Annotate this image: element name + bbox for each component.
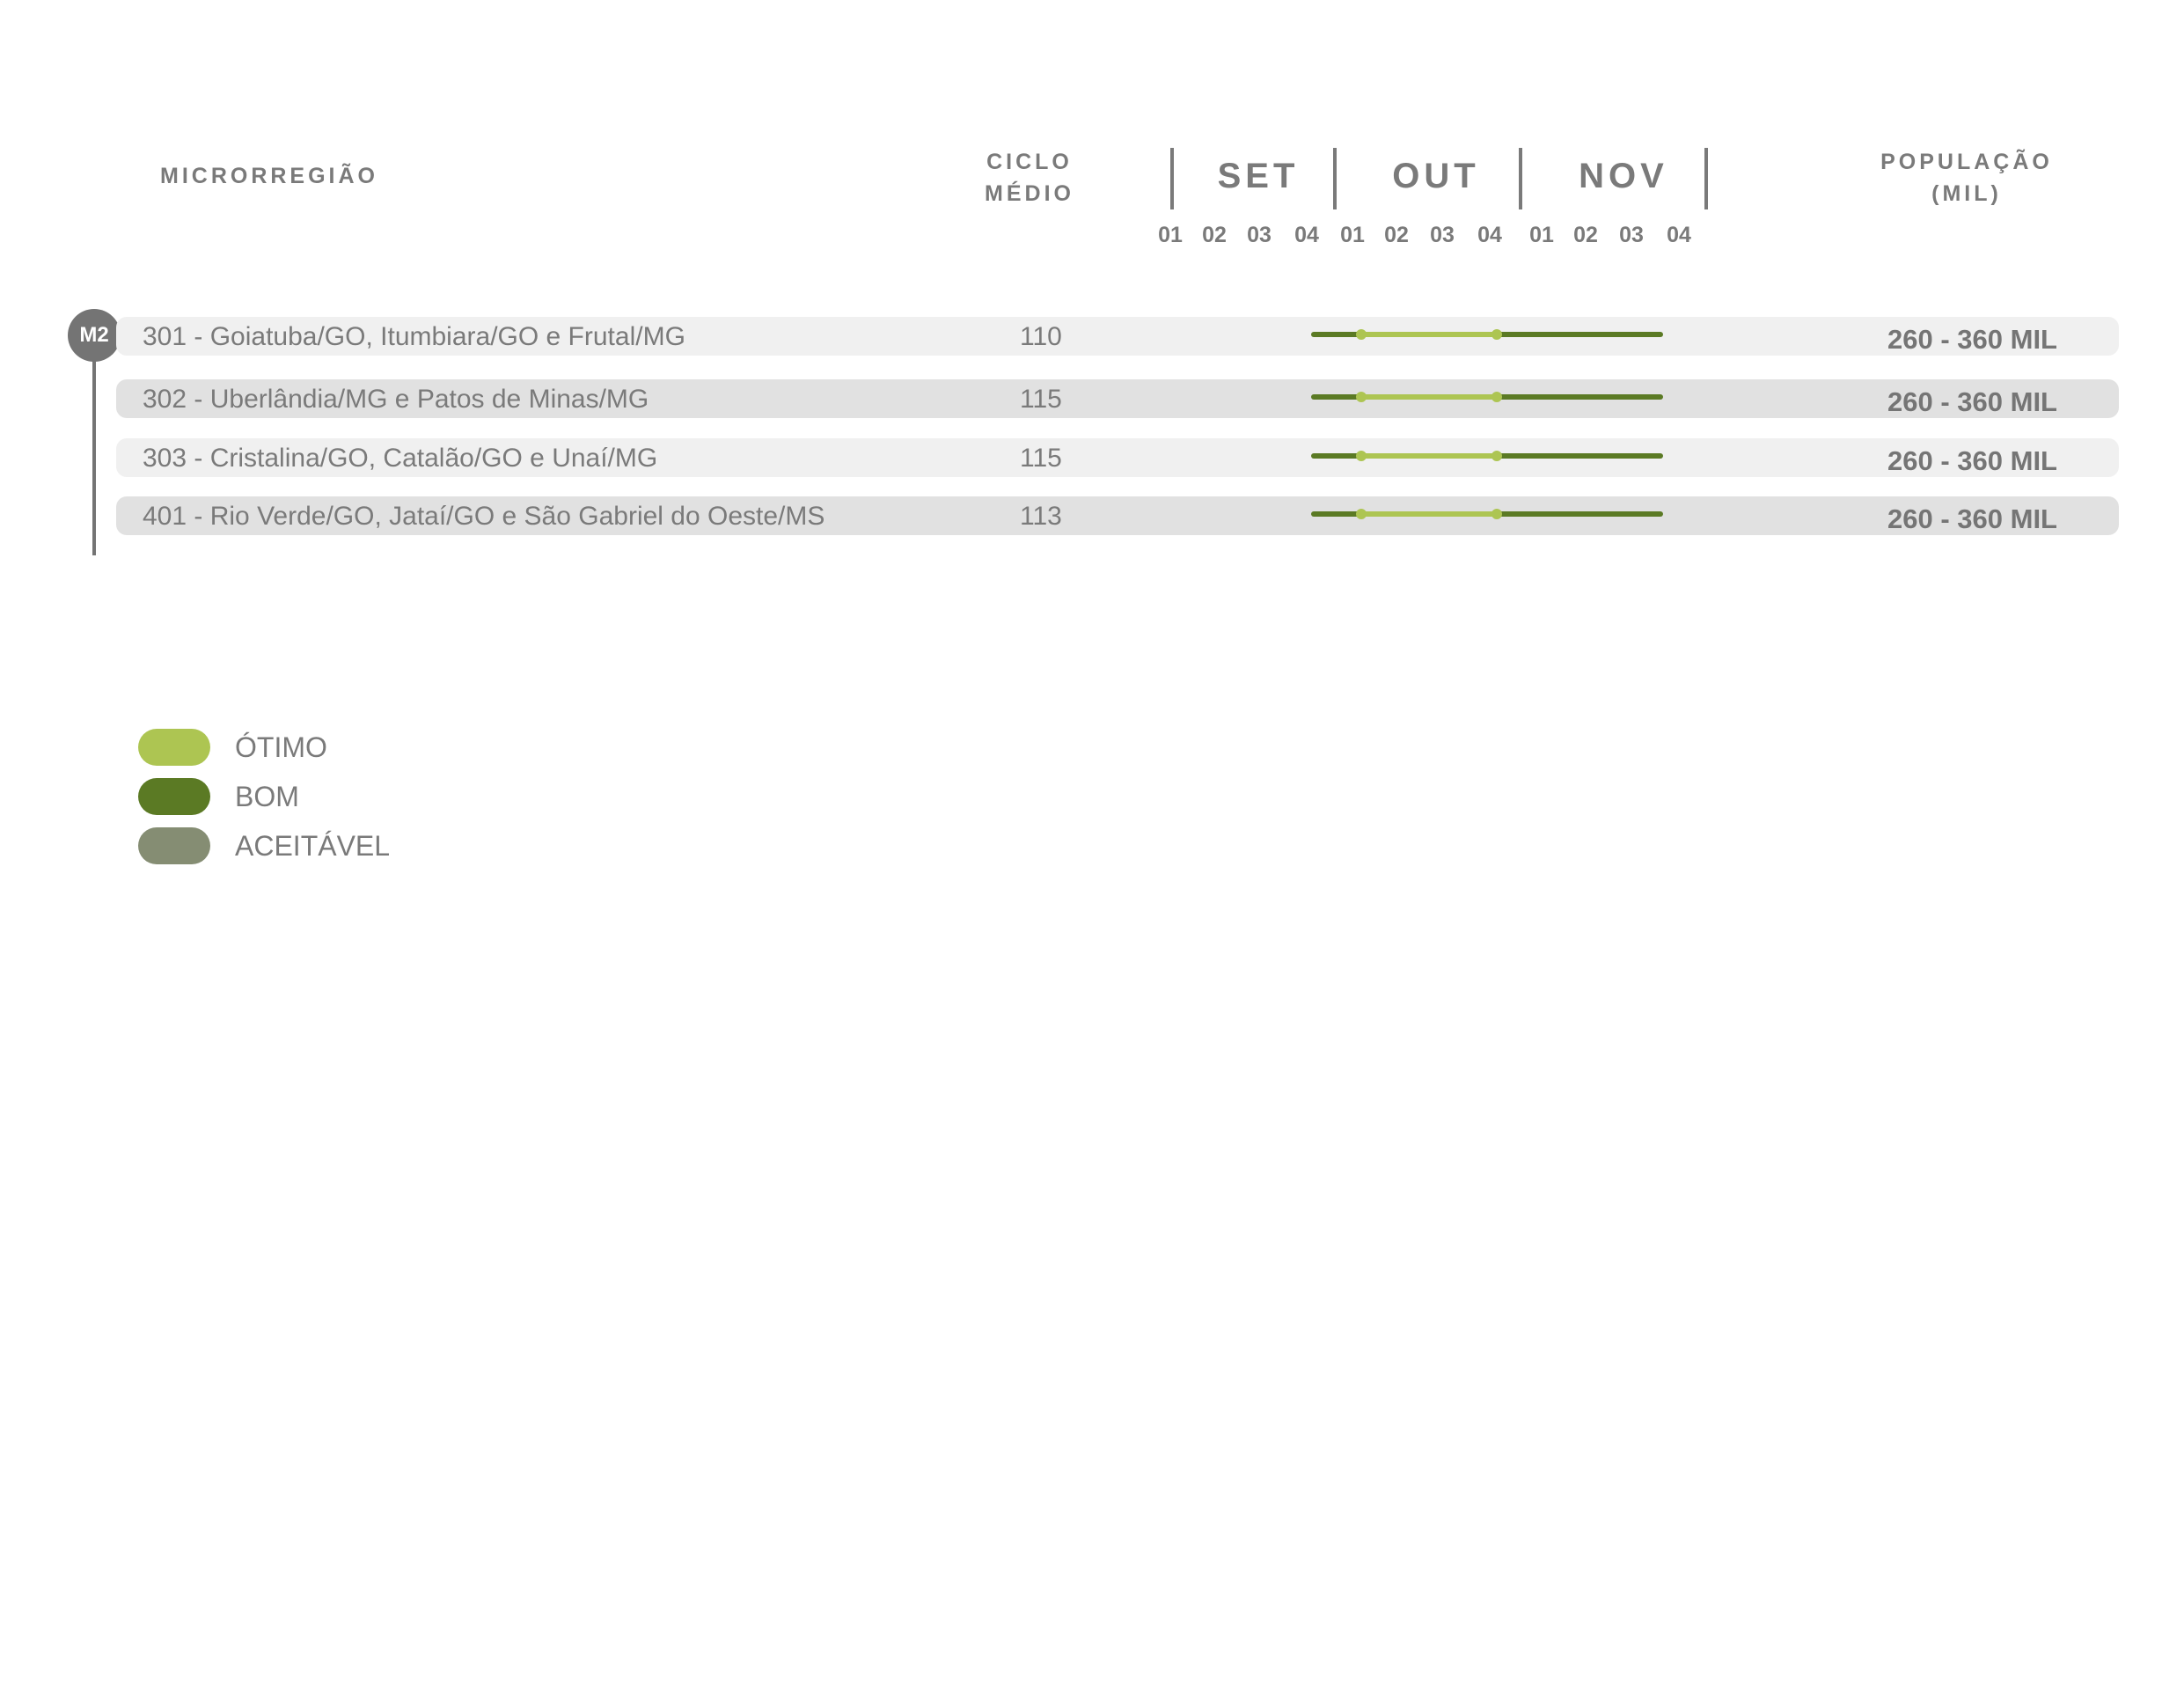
legend-swatch [138, 778, 210, 815]
header-populacao-line1: POPULAÇÃO [1880, 150, 2053, 174]
otimo-window-bar [1361, 453, 1497, 459]
window-start-dot [1356, 392, 1367, 402]
group-line [92, 356, 96, 555]
window-end-dot [1491, 392, 1502, 402]
otimo-window-bar [1361, 511, 1497, 517]
row-populacao: 260 - 360 MIL [1887, 324, 2057, 355]
header-ciclo-line2: MÉDIO [985, 181, 1074, 206]
month-divider [1519, 148, 1522, 209]
week-label: 02 [1384, 223, 1409, 247]
row-populacao: 260 - 360 MIL [1887, 386, 2057, 417]
week-label: 02 [1202, 223, 1227, 247]
week-label: 04 [1477, 223, 1502, 247]
row-ciclo: 115 [1020, 444, 1062, 473]
month-divider [1170, 148, 1174, 209]
window-end-dot [1491, 509, 1502, 519]
header-populacao-line2: (MIL) [1931, 181, 2002, 206]
month-nov: NOV [1579, 157, 1668, 195]
row-microrregiao: 401 - Rio Verde/GO, Jataí/GO e São Gabriel do Oeste/MS [143, 502, 825, 531]
legend-swatch [138, 729, 210, 766]
header-ciclo-medio [968, 146, 1091, 209]
header-microrregiao: MICRORREGIÃO [160, 164, 378, 188]
legend-label: ACEITÁVEL [235, 829, 391, 862]
month-out: OUT [1392, 157, 1480, 195]
window-start-dot [1356, 451, 1367, 461]
table-row [116, 317, 2119, 356]
row-ciclo: 115 [1020, 385, 1062, 414]
week-label: 03 [1619, 223, 1644, 247]
table-row [116, 438, 2119, 477]
row-microrregiao: 302 - Uberlândia/MG e Patos de Minas/MG [143, 385, 649, 414]
legend-item-aceitavel [138, 826, 390, 865]
window-end-dot [1491, 329, 1502, 340]
window-start-dot [1356, 329, 1367, 340]
legend-item-otimo [138, 728, 327, 767]
table-row [116, 496, 2119, 535]
row-ciclo: 110 [1020, 322, 1062, 351]
header-ciclo-line1: CICLO [986, 150, 1073, 174]
legend-label: ÓTIMO [235, 731, 327, 763]
otimo-window-bar [1361, 394, 1497, 400]
month-divider [1333, 148, 1337, 209]
month-set: SET [1217, 157, 1300, 195]
window-start-dot [1356, 509, 1367, 519]
week-label: 02 [1573, 223, 1598, 247]
otimo-window-bar [1361, 332, 1497, 337]
row-populacao: 260 - 360 MIL [1887, 445, 2057, 476]
week-label: 01 [1340, 223, 1365, 247]
week-label: 01 [1158, 223, 1183, 247]
week-label: 03 [1430, 223, 1455, 247]
row-ciclo: 113 [1020, 502, 1062, 531]
header-populacao [1865, 146, 2068, 209]
row-microrregiao: 303 - Cristalina/GO, Catalão/GO e Unaí/MG [143, 444, 658, 473]
legend-swatch [138, 827, 210, 864]
row-populacao: 260 - 360 MIL [1887, 503, 2057, 534]
week-label: 01 [1529, 223, 1554, 247]
row-microrregiao: 301 - Goiatuba/GO, Itumbiara/GO e Frutal/MG [143, 322, 685, 351]
week-label: 03 [1247, 223, 1272, 247]
group-badge: M2 [68, 309, 121, 362]
week-label: 04 [1667, 223, 1691, 247]
month-divider [1704, 148, 1708, 209]
table-row [116, 379, 2119, 418]
legend-label: BOM [235, 780, 299, 812]
window-end-dot [1491, 451, 1502, 461]
legend-item-bom [138, 777, 299, 816]
week-label: 04 [1294, 223, 1319, 247]
